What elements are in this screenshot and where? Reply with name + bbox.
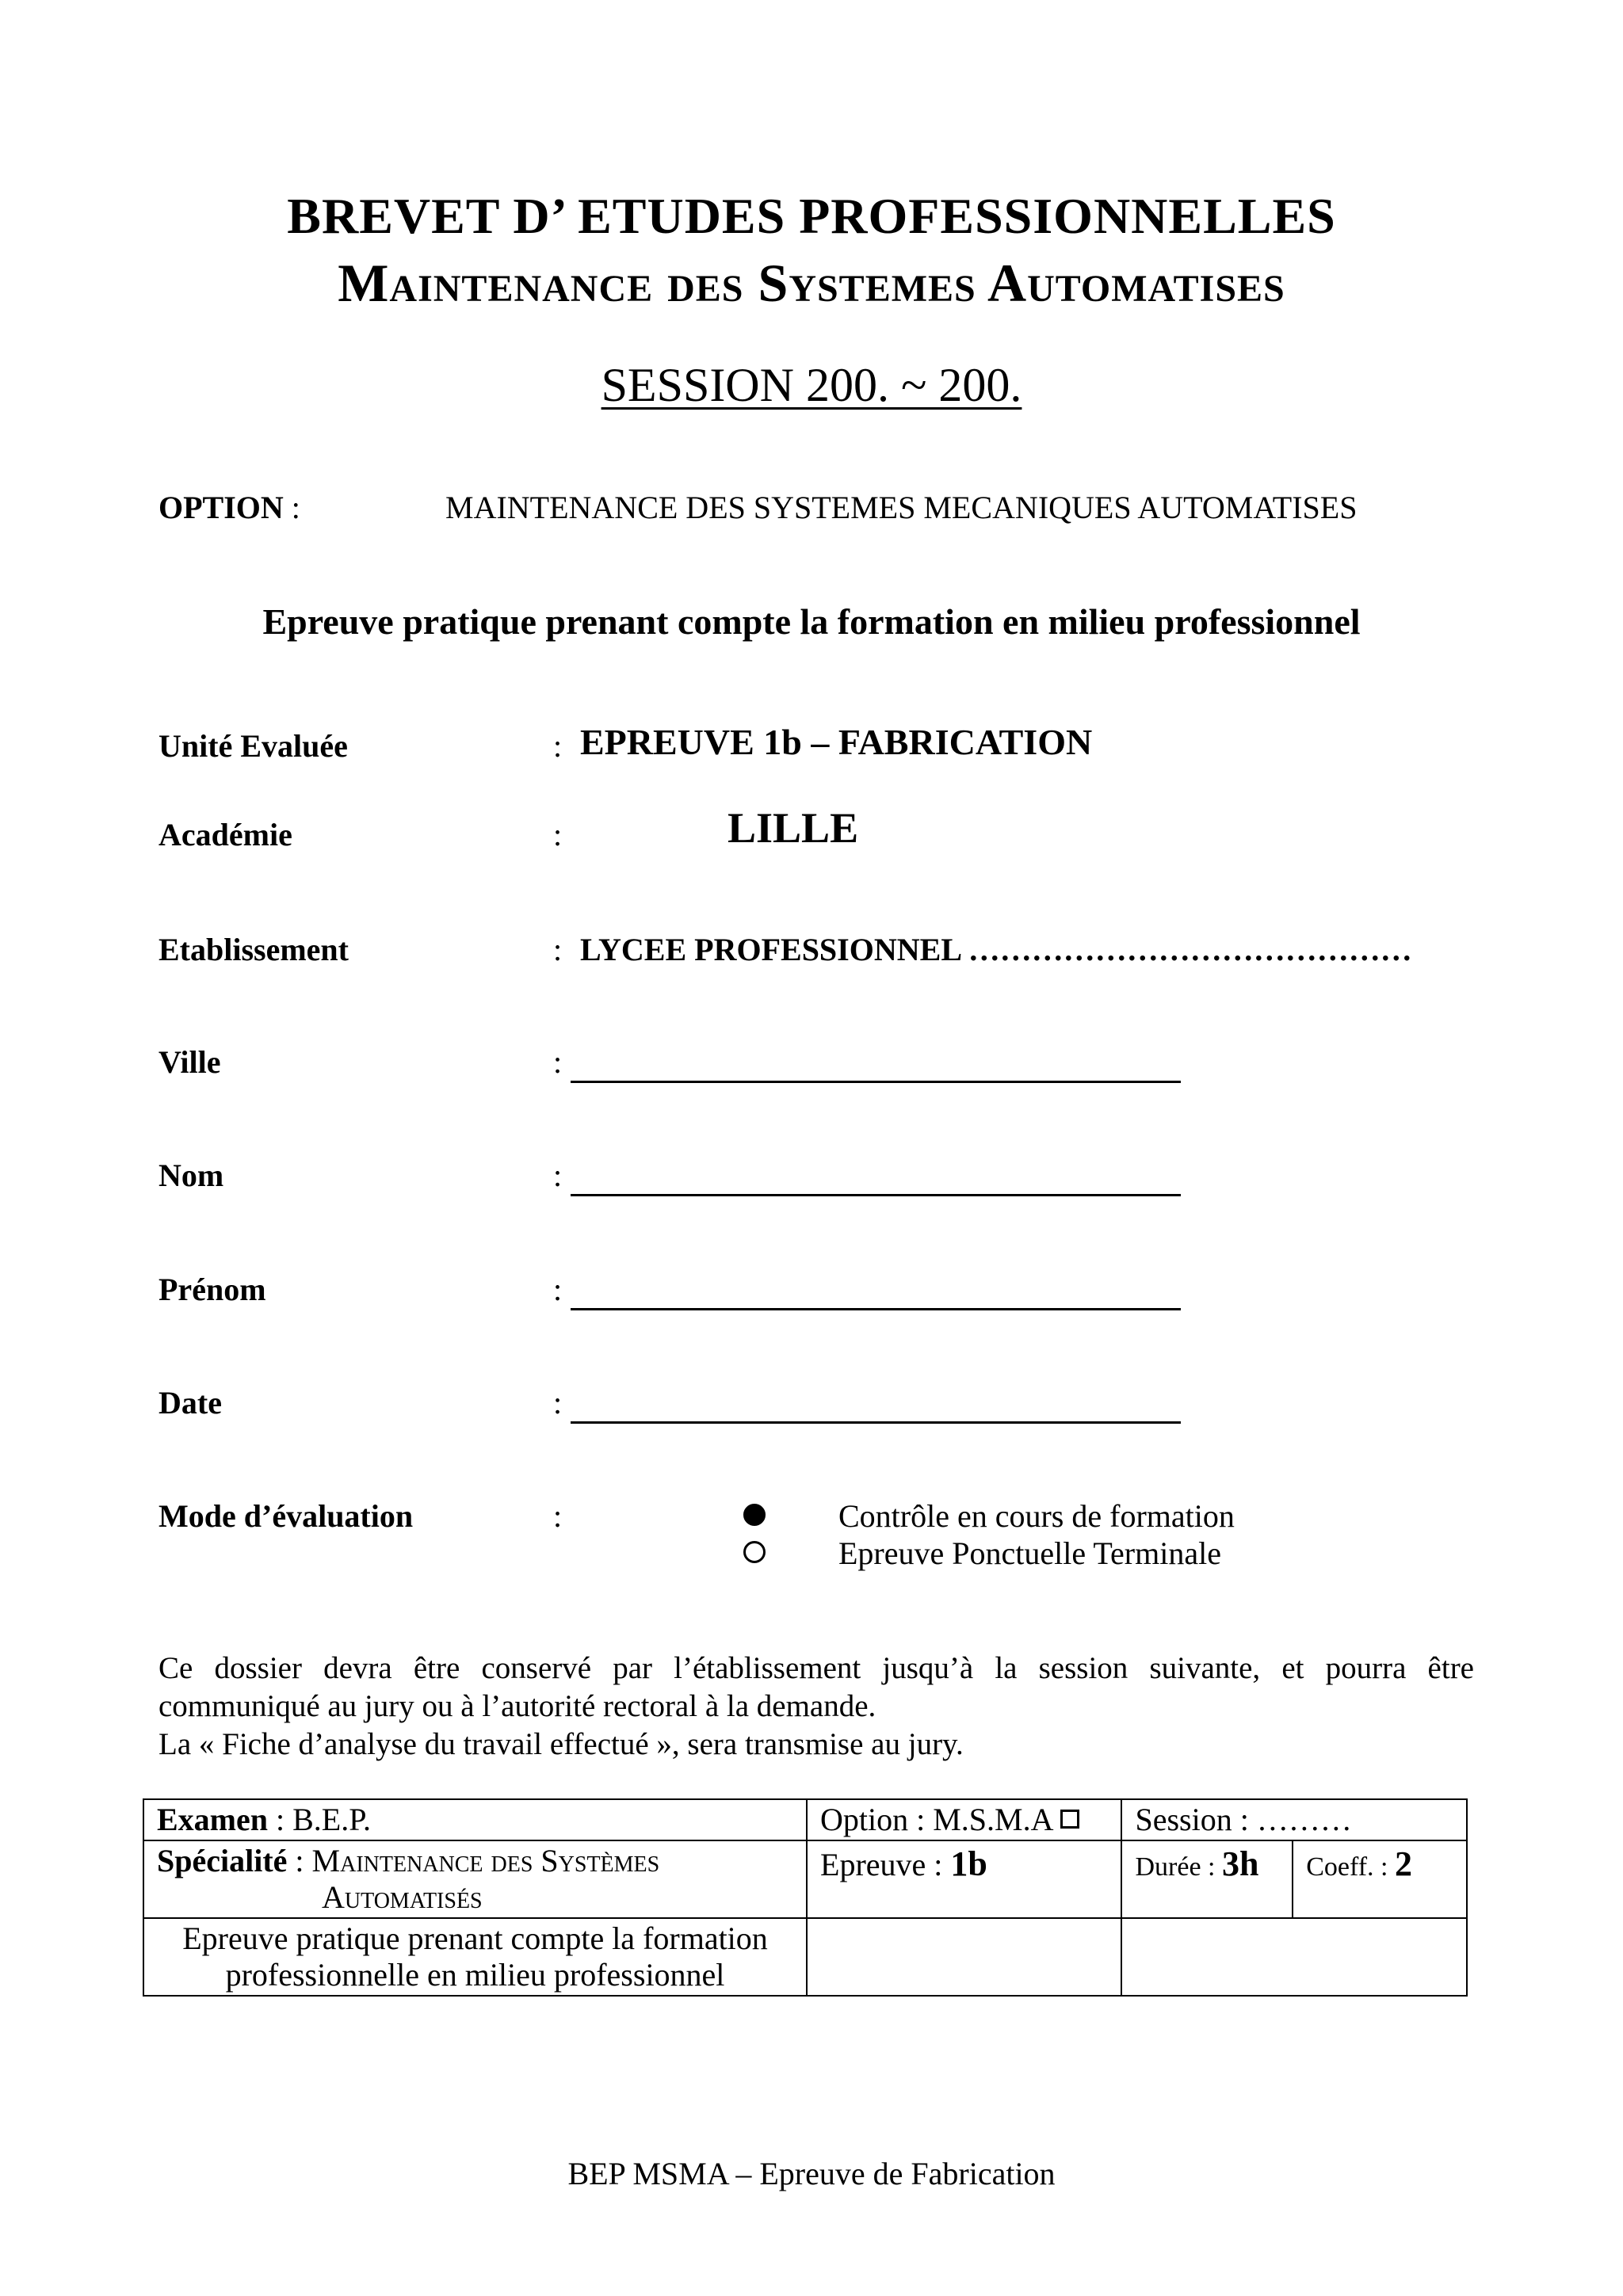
session-text: SESSION 200. ~ 200. (601, 359, 1022, 411)
etablissement-value: LYCEE PROFESSIONNEL …………………………………… (580, 932, 1412, 967)
examen-cell: Examen : B.E.P. (143, 1799, 807, 1840)
date-colon: : (553, 1385, 563, 1421)
date-blank-line[interactable] (571, 1421, 1181, 1424)
session-heading (0, 358, 1623, 413)
unite-colon: : (553, 728, 563, 764)
notice-paragraph (158, 1650, 1474, 1764)
prenom-label: Prénom (158, 1272, 266, 1307)
notice-line-2: communiqué au jury ou à l’autorité rectoral à la demande. (158, 1689, 876, 1723)
table-row (143, 1799, 1467, 1840)
option-cell: Option : M.S.M.A (807, 1799, 1121, 1840)
radio-filled-icon[interactable] (743, 1504, 766, 1526)
specialite-cell: Spécialité : Maintenance des Systèmes Automatisés (143, 1840, 807, 1918)
duree-cell: Durée : 3h (1121, 1840, 1293, 1918)
mode-label: Mode d’évaluation (158, 1498, 414, 1534)
ville-colon: : (553, 1044, 563, 1080)
table-row (143, 1918, 1467, 1996)
session-cell: Session : ……… (1121, 1799, 1467, 1840)
prenom-blank-line[interactable] (571, 1308, 1181, 1310)
prenom-colon: : (553, 1272, 563, 1307)
checkbox-icon[interactable] (1060, 1810, 1079, 1829)
date-label: Date (158, 1385, 222, 1421)
option-label: OPTION : (158, 490, 300, 525)
notice-line-3: La « Fiche d’analyse du travail effectué », sera transmise au jury. (158, 1727, 964, 1761)
coeff-cell: Coeff. : 2 (1293, 1840, 1467, 1918)
ville-blank-line[interactable] (571, 1081, 1181, 1083)
etablissement-colon: : (553, 932, 563, 967)
unite-label: Unité Evaluée (158, 728, 348, 764)
document-subtitle: Maintenance des Systemes Automatises (338, 253, 1285, 313)
nom-label: Nom (158, 1158, 224, 1193)
etablissement-label: Etablissement (158, 932, 349, 967)
exam-info-table (143, 1798, 1468, 1997)
page-footer: BEP MSMA – Epreuve de Fabrication (567, 2156, 1056, 2191)
academie-label: Académie (158, 817, 292, 852)
mode-option-cours-formation: Contrôle en cours de formation (838, 1498, 1235, 1534)
option-value: MAINTENANCE DES SYSTEMES MECANIQUES AUTOMATISES (445, 490, 1358, 525)
epreuve-title: Epreuve pratique prenant compte la formation en milieu professionnel (262, 601, 1361, 642)
nom-blank-line[interactable] (571, 1194, 1181, 1196)
academie-value: LILLE (727, 804, 859, 852)
unite-value: EPREUVE 1b – FABRICATION (580, 722, 1093, 762)
ville-label: Ville (158, 1044, 221, 1080)
table-row (143, 1840, 1467, 1918)
nom-colon: : (553, 1158, 563, 1193)
empty-cell (807, 1918, 1121, 1996)
document-title: BREVET D’ ETUDES PROFESSIONNELLES (287, 188, 1336, 244)
epreuve-cell: Epreuve : 1b (807, 1840, 1121, 1918)
academie-colon: : (553, 817, 563, 852)
description-cell: Epreuve pratique prenant compte la formation professionnelle en milieu professionnel (143, 1918, 807, 1996)
mode-colon: : (553, 1498, 563, 1534)
radio-empty-icon[interactable] (743, 1541, 766, 1563)
empty-cell (1121, 1918, 1467, 1996)
mode-option-ponctuelle: Epreuve Ponctuelle Terminale (838, 1535, 1221, 1571)
notice-line-1: Ce dossier devra être conservé par l’établissement jusqu’à la session suivante, et pourra être (158, 1651, 1474, 1685)
